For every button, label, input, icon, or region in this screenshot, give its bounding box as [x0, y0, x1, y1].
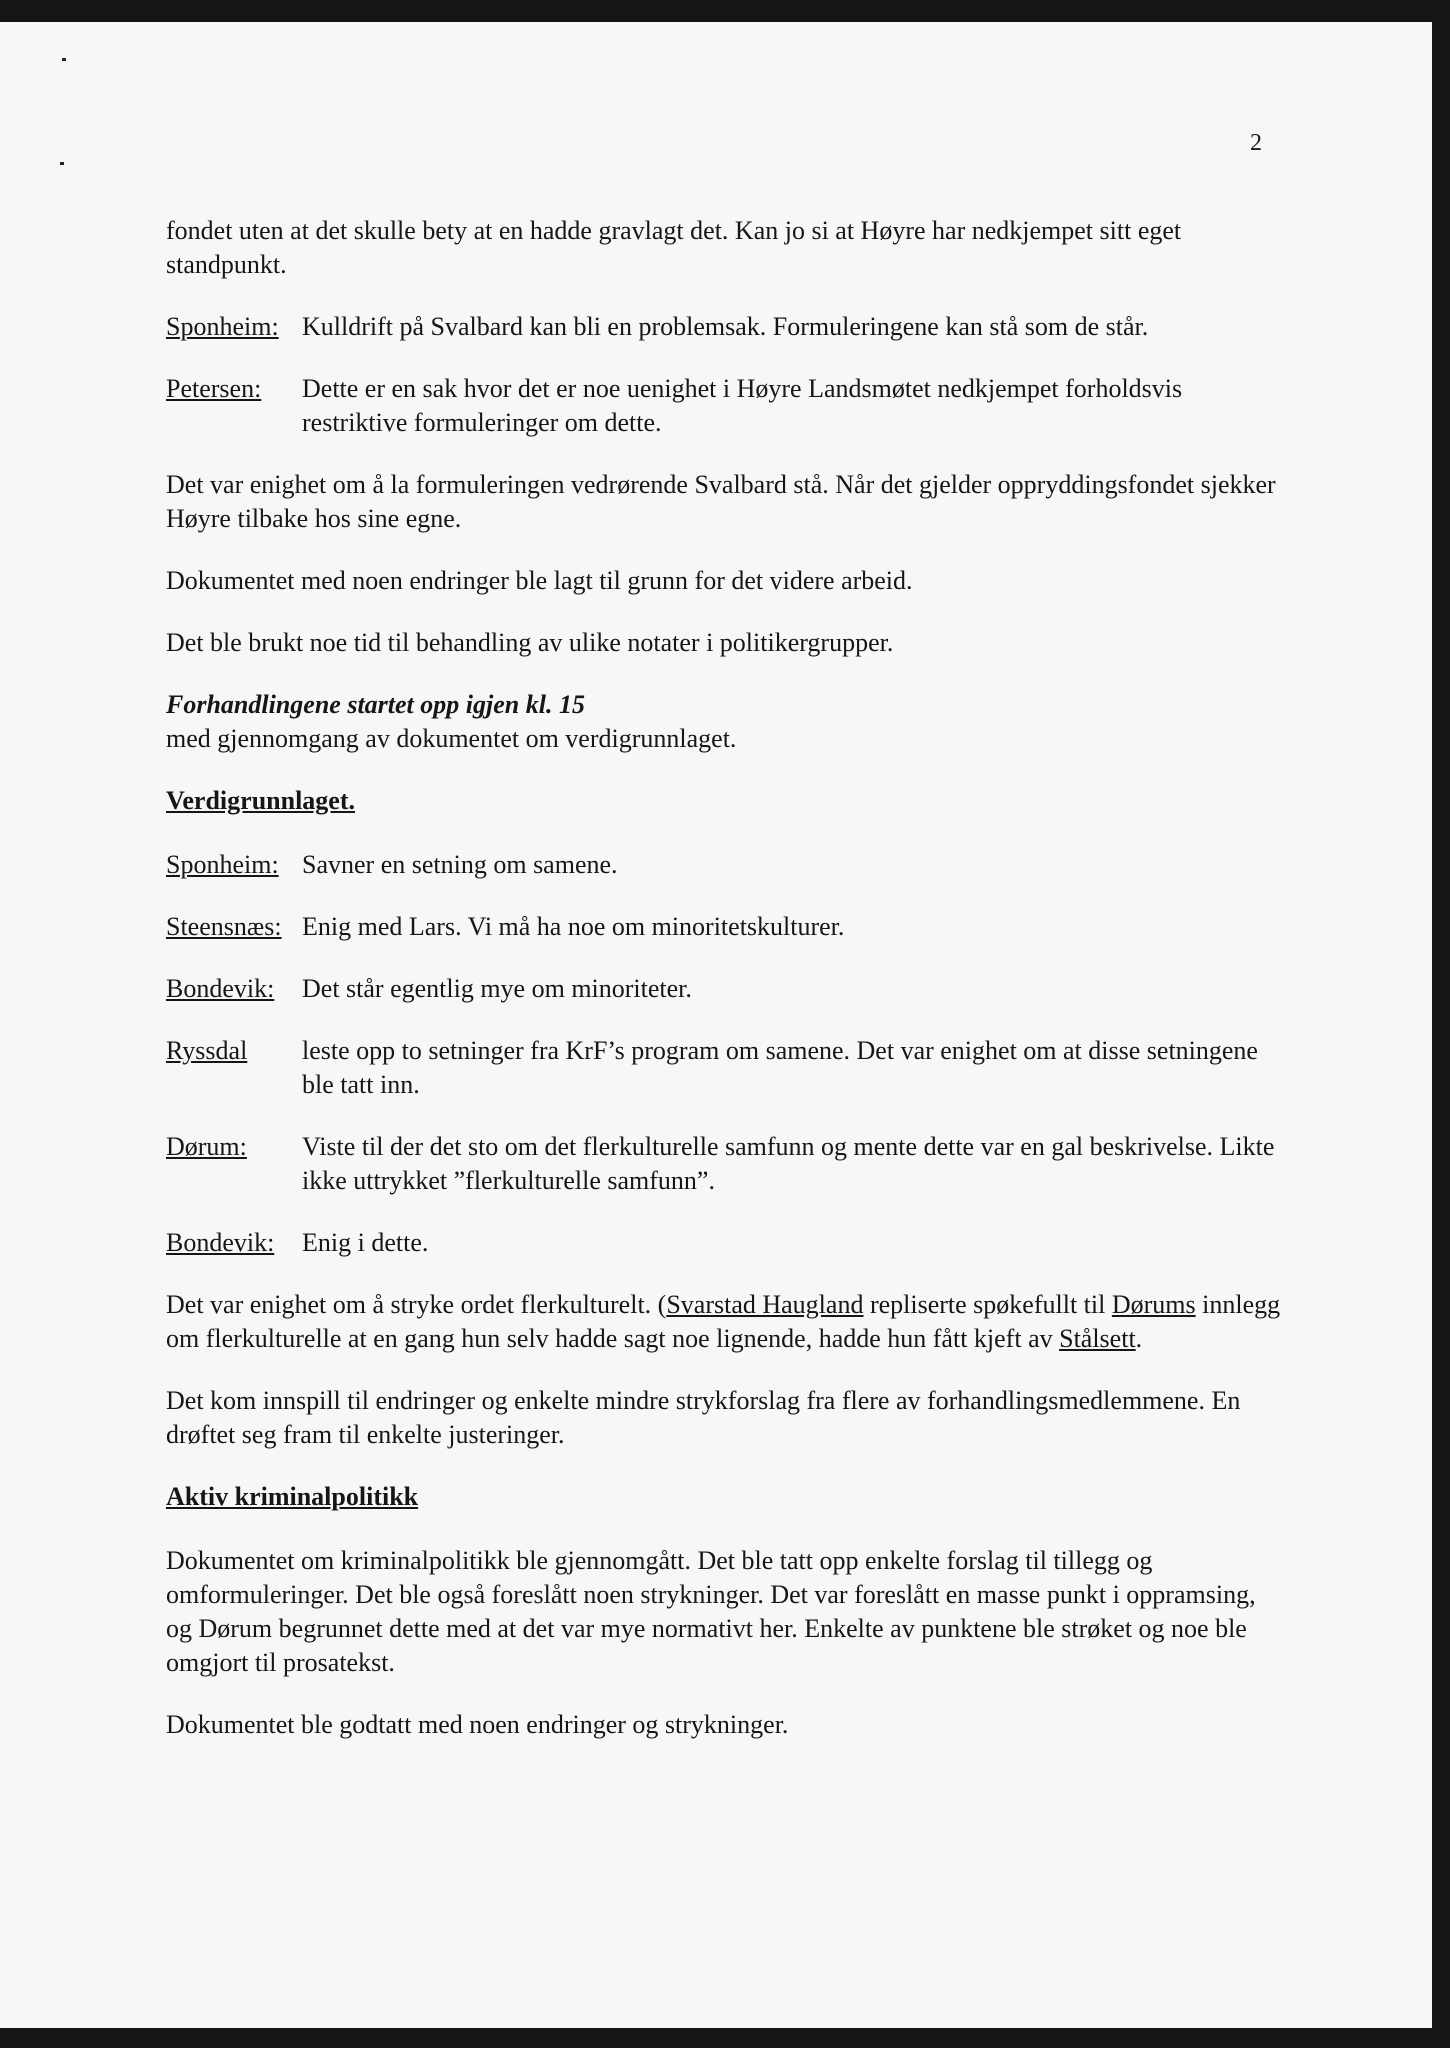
speaker-text: Det står egentlig mye om minoriteter.	[302, 974, 692, 1003]
speaker-name: Dørum:	[166, 1132, 247, 1161]
name-underlined: Dørums	[1111, 1290, 1196, 1319]
speaker-entry	[166, 310, 1286, 344]
paragraph: Det var enighet om å la formuleringen vedrørende Svalbard stå. Når det gjelder oppryddingsfondet sjekker Høyre tilbake hos sine egne.	[166, 470, 1276, 533]
speaker-entry	[166, 1226, 1286, 1260]
paragraph: Dokumentet om kriminalpolitikk ble gjennomgått. Det ble tatt opp enkelte forslag til tillegg og omformuleringer. Det ble også foreslått noen strykninger. Det var foreslått en masse punkt i oppramsing, og Dørum begrunnet dette med at det var mye normativt her. Enkelte av punktene ble strøket og noe ble omgjort til prosatekst.	[166, 1546, 1256, 1677]
paragraph-text: repliserte spøkefullt til	[863, 1290, 1112, 1319]
section-heading-kriminalpolitikk: Aktiv kriminalpolitikk	[166, 1482, 419, 1511]
speaker-entry	[166, 972, 1286, 1006]
document-page	[0, 22, 1432, 2028]
speaker-name: Ryssdal	[166, 1036, 248, 1065]
name-underlined: Stålsett	[1059, 1324, 1136, 1353]
speaker-name: Petersen:	[166, 374, 262, 403]
paragraph: Dokumentet med noen endringer ble lagt til grunn for det videre arbeid.	[166, 566, 913, 595]
paragraph: med gjennomgang av dokumentet om verdigrunnlaget.	[166, 724, 737, 753]
name-underlined: Svarstad Haugland	[666, 1290, 864, 1319]
scan-mark	[62, 58, 66, 61]
speaker-text: Savner en setning om samene.	[302, 850, 618, 879]
page-number: 2	[1250, 130, 1262, 156]
paragraph: Det kom innspill til endringer og enkelte mindre strykforslag fra flere av forhandlingsmedlemmene. En drøftet seg fram til enkelte justeringer.	[166, 1386, 1241, 1449]
paragraph: Dokumentet ble godtatt med noen endringer og strykninger.	[166, 1710, 789, 1739]
document-body	[166, 214, 1286, 1770]
speaker-name: Steensnæs:	[166, 912, 282, 941]
speaker-entry	[166, 848, 1286, 882]
speaker-entry	[166, 1130, 1286, 1198]
paragraph: Det ble brukt noe tid til behandling av ulike notater i politikergrupper.	[166, 628, 894, 657]
paragraph-text: .	[1135, 1324, 1143, 1353]
speaker-text: Enig i dette.	[302, 1228, 429, 1257]
session-heading: Forhandlingene startet opp igjen kl. 15	[166, 690, 585, 719]
speaker-text: Dette er en sak hvor det er noe uenighet i Høyre Landsmøtet nedkjempet forholdsvis restriktive formuleringer om dette.	[302, 374, 1183, 437]
paragraph-text: innlegg om flerkulturelle at en gang hun selv hadde sagt noe lignende, hadde hun fått kjeft av	[166, 1290, 1281, 1353]
speaker-text: Viste til der det sto om det flerkulturelle samfunn og mente dette var en gal beskrivelse. Likte ikke uttrykket ”flerkulturelle samfunn”.	[302, 1132, 1275, 1195]
paragraph: fondet uten at det skulle bety at en hadde gravlagt det. Kan jo si at Høyre har nedkjempet sitt eget standpunkt.	[166, 216, 1182, 279]
paragraph	[166, 1288, 1286, 1356]
speaker-name: Sponheim:	[166, 312, 279, 341]
speaker-name: Bondevik:	[166, 974, 275, 1003]
speaker-text: Enig med Lars. Vi må ha noe om minoritetskulturer.	[302, 912, 845, 941]
speaker-entry	[166, 1034, 1286, 1102]
speaker-text: Kulldrift på Svalbard kan bli en problemsak. Formuleringene kan stå som de står.	[302, 312, 1149, 341]
speaker-name: Bondevik:	[166, 1228, 275, 1257]
paragraph-text: Det var enighet om å stryke ordet flerkulturelt. (	[166, 1290, 667, 1319]
scan-mark	[60, 162, 64, 165]
speaker-entry	[166, 910, 1286, 944]
speaker-name: Sponheim:	[166, 850, 279, 879]
section-heading-verdigrunnlaget: Verdigrunnlaget.	[166, 786, 355, 815]
speaker-text: leste opp to setninger fra KrF’s program om samene. Det var enighet om at disse setningene ble tatt inn.	[302, 1036, 1258, 1099]
speaker-entry	[166, 372, 1286, 440]
